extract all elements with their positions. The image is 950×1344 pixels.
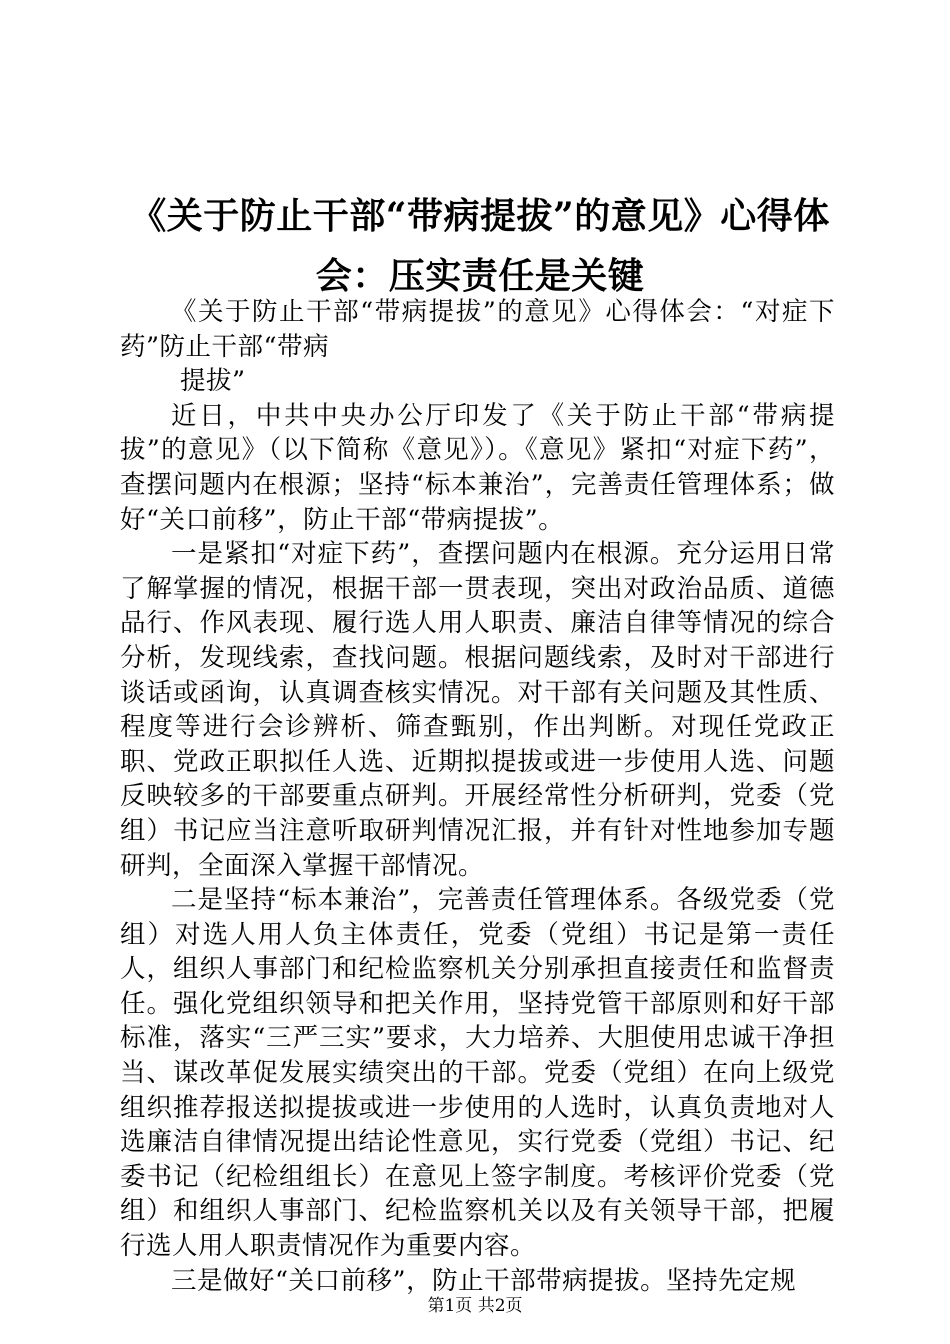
page-number-footer: 第1页 共2页 (427, 1296, 523, 1316)
paragraph-intro: 近日，中共中央办公厅印发了《关于防止干部“带病提拔”的意见》（以下简称《意见》）。《意见》紧扣“对症下药”，查摆问题内在根源；坚持“标本兼治”，完善责任管理体系；做好“关口前移”，防止干部“带病提拔”。 (120, 400, 835, 535)
paragraph-point-one: 一是紧扣“对症下药”，查摆问题内在根源。充分运用日常了解掌握的情况，根据干部一贯表现，突出对政治品质、道德品行、作风表现、履行选人用人职责、廉洁自律等情况的综合分析，发现线索，查找问题。根据问题线索，及时对干部进行谈话或函询，认真调查核实情况。对干部有关问题及其性质、程度等进行会诊辨析、筛查甄别，作出判断。对现任党政正职、党政正职拟任人选、近期拟提拔或进一步使用人选、问题反映较多的干部要重点研判。开展经常性分析研判，党委（党组）书记应当注意听取研判情况汇报，并有针对性地参加专题研判，全面深入掌握干部情况。 (120, 539, 835, 881)
paragraph-point-two: 二是坚持“标本兼治”，完善责任管理体系。各级党委（党组）对选人用人负主体责任，党委（党组）书记是第一责任人，组织人事部门和纪检监察机关分别承担直接责任和监督责任。强化党组织领导和把关作用，坚持党管干部原则和好干部标准，落实“三严三实”要求，大力培养、大胆使用忠诚干净担当、谋改革促发展实绩突出的干部。党委（党组）在向上级党组织推荐报送拟提拔或进一步使用的人选时，认真负责地对人选廉洁自律情况提出结论性意见，实行党委（党组）书记、纪委书记（纪检组组长）在意见上签字制度。考核评价党委（党组）和组织人事部门、纪检监察机关以及有关领导干部，把履行选人用人职责情况作为重要内容。 (120, 885, 835, 1262)
paragraph-point-three: 三是做好“关口前移”，防止干部带病提拔。坚持先定规 (171, 1265, 797, 1296)
paragraph-subtitle: 《关于防止干部“带病提拔”的意见》心得体会：“对症下药”防止干部“带病 (120, 297, 835, 362)
document-body (120, 295, 835, 1298)
document-title: 《关于防止干部“带病提拔”的意见》心得体会：压实责任是关键 (130, 195, 830, 297)
paragraph-subtitle-continued: 提拔” (180, 366, 246, 397)
